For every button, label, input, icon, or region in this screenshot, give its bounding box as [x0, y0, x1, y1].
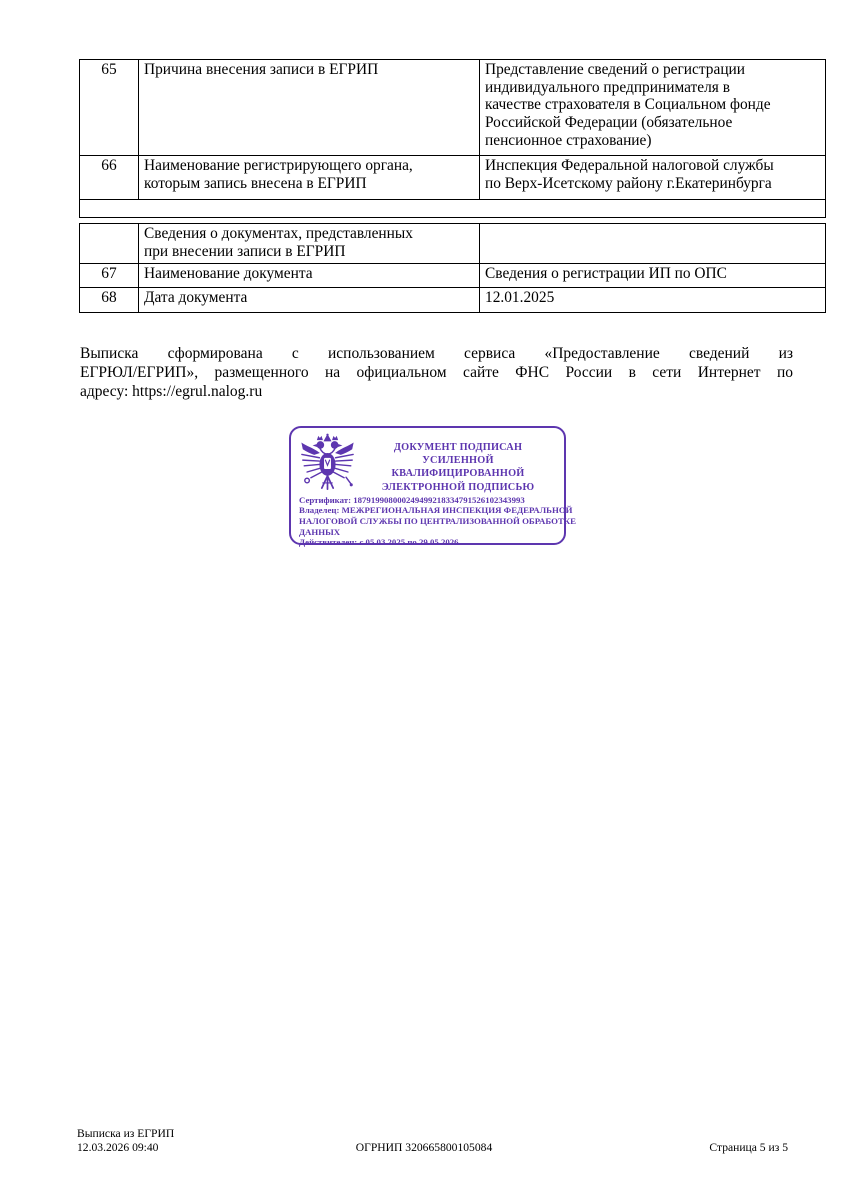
empty-cell [80, 200, 826, 218]
owner-line: НАЛОГОВОЙ СЛУЖБЫ ПО ЦЕНТРАЛИЗОВАННОЙ ОБРАБОТКЕ [299, 516, 577, 526]
table-row [80, 288, 826, 313]
empty-spacer-row [80, 200, 826, 218]
text-line: Сведения о документах, представленных [144, 225, 413, 242]
text-line: Инспекция Федеральной налоговой службы [485, 157, 774, 174]
footer-datetime: 12.03.2026 09:40 [77, 1140, 159, 1154]
stamp-details [299, 494, 577, 548]
footer-page-number: Страница 5 из 5 [709, 1141, 788, 1154]
validity-line: Действителен: с 05.03.2025 по 29.05.2026 [299, 537, 459, 548]
footer-doc-type: Выписка из ЕГРИП [77, 1127, 175, 1140]
text-line: ДОКУМЕНТ ПОДПИСАН [393, 442, 523, 453]
text-line: Российской Федерации (обязательное [485, 114, 733, 132]
row-number-cell: 66 [80, 156, 139, 200]
row-label-cell: Причина внесения записи в ЕГРИП [139, 60, 480, 156]
text-line: пенсионное страхование) [485, 131, 652, 149]
text-line: ЕГРЮЛ/ЕГРИП», размещенного на официальном сайте ФНС России в сети Интернет по [80, 364, 793, 382]
text-line: по Верх-Исетскому району г.Екатеринбурга [485, 174, 772, 192]
fns-eagle-icon [299, 433, 356, 492]
row-value-cell [480, 60, 826, 156]
text-line: при внесении записи в ЕГРИП [144, 242, 346, 260]
signature-stamp [289, 426, 577, 548]
row-number-cell: 67 [80, 264, 139, 288]
text-line: которым запись внесена в ЕГРИП [144, 174, 367, 192]
stamp-title [361, 433, 555, 494]
record-table [79, 59, 826, 218]
row-value-cell [480, 224, 826, 264]
section-header-cell [139, 224, 480, 264]
text-line: ЭЛЕКТРОННОЙ ПОДПИСЬЮ [381, 481, 535, 493]
text-line: адресу: https://egrul.nalog.ru [80, 383, 263, 401]
row-number-cell: 65 [80, 60, 139, 156]
stamp-header [299, 433, 555, 494]
text-line: качестве страхователя в Социальном фонде [485, 96, 771, 114]
table-row [80, 60, 826, 156]
row-label-cell: Наименование документа [139, 264, 480, 288]
owner-line: ДАННЫХ [299, 526, 341, 537]
table-row [80, 156, 826, 200]
text-line: Выписка сформирована с использованием сервиса «Предоставление сведений из [80, 345, 793, 362]
note-paragraph [80, 344, 793, 402]
table-row [80, 264, 826, 288]
row-number-cell: 68 [80, 288, 139, 313]
text-line: УСИЛЕННОЙ КВАЛИФИЦИРОВАННОЙ [391, 455, 525, 480]
egrip-record-tables [79, 59, 792, 313]
certificate-line: Сертификат: 187919908000249499218334791526102343993 [299, 494, 525, 505]
text-line: Представление сведений о регистрации [485, 61, 746, 78]
row-label-cell: Дата документа [139, 288, 480, 313]
owner-line: Владелец: МЕЖРЕГИОНАЛЬНАЯ ИНСПЕКЦИЯ ФЕДЕРАЛЬНОЙ [299, 505, 573, 516]
row-value-cell: Сведения о регистрации ИП по ОПС [480, 264, 826, 288]
row-value-cell [480, 156, 826, 200]
text-line: Наименование регистрирующего органа, [144, 157, 413, 174]
row-label-cell [139, 156, 480, 200]
row-number-cell [80, 224, 139, 264]
section-header-row [80, 224, 826, 264]
documents-table [79, 223, 826, 313]
row-value-cell: 12.01.2025 [480, 288, 826, 313]
text-line: индивидуального предпринимателя в [485, 78, 730, 96]
footer-ogrnip: ОГРНИП 320665800105084 [355, 1141, 493, 1154]
